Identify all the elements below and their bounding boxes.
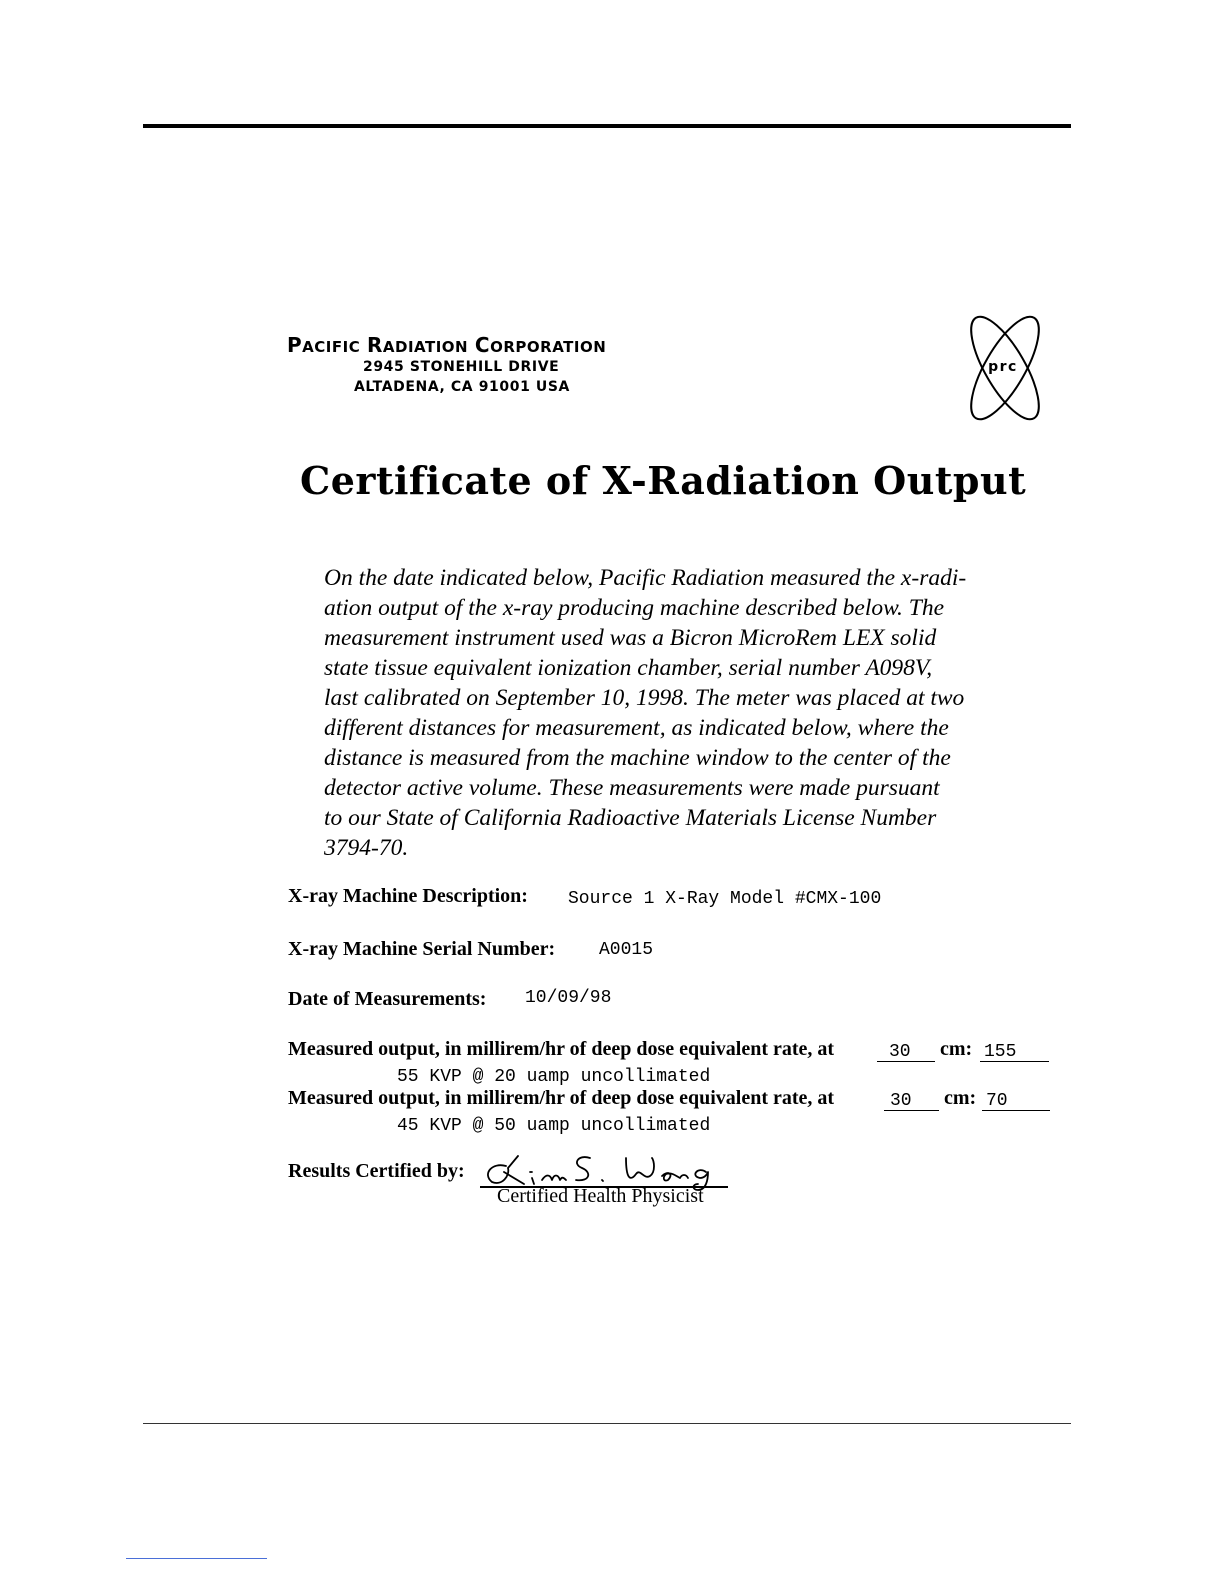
statement-line: detector active volume. These measurements were made pursuant — [324, 775, 940, 801]
certificate-title: Certificate of X-Radiation Output — [300, 458, 1027, 503]
measurement-2-label: Measured output, in millirem/hr of deep dose equivalent rate, at — [288, 1087, 835, 1109]
measurement-1-cm-label: cm: — [940, 1038, 973, 1060]
statement-line: state tissue equivalent ionization chamber, serial number A098V, — [324, 655, 933, 681]
company-name: PACIFIC RADIATION CORPORATION — [287, 333, 607, 357]
company-address-line1: 2945 STONEHILL DRIVE — [363, 359, 560, 375]
statement-line: ation output of the x-ray producing machine described below. The — [324, 595, 945, 621]
logo-text: prc — [988, 359, 1018, 375]
measurement-2-distance: 30 — [884, 1089, 939, 1111]
statement-line: measurement instrument used was a Bicron MicroRem LEX solid — [324, 625, 937, 651]
date-value: 10/09/98 — [525, 988, 612, 1008]
footer-mark — [126, 1558, 267, 1559]
prc-atom-logo — [940, 310, 1070, 430]
description-value: Source 1 X-Ray Model #CMX-100 — [568, 889, 882, 909]
description-label: X-ray Machine Description: — [288, 885, 528, 907]
measurement-2-value: 70 — [982, 1089, 1050, 1111]
company-address-line2: ALTADENA, CA 91001 USA — [354, 379, 570, 395]
measurement-1-distance: 30 — [877, 1040, 935, 1062]
statement-line: different distances for measurement, as indicated below, where the — [324, 715, 949, 741]
signer-title: Certified Health Physicist — [497, 1185, 704, 1207]
statement-line: distance is measured from the machine window to the center of the — [324, 745, 951, 771]
date-label: Date of Measurements: — [288, 988, 487, 1010]
measurement-1-value: 155 — [980, 1040, 1049, 1062]
measurement-2-cm-label: cm: — [944, 1087, 977, 1109]
measurement-2-conditions: 45 KVP @ 50 uamp uncollimated — [397, 1116, 711, 1136]
bottom-rule — [143, 1423, 1071, 1424]
statement-line: to our State of California Radioactive Materials License Number — [324, 805, 937, 831]
certified-by-label: Results Certified by: — [288, 1160, 465, 1182]
serial-label: X-ray Machine Serial Number: — [288, 938, 556, 960]
certificate-statement — [324, 563, 1014, 863]
statement-line: last calibrated on September 10, 1998. The meter was placed at two — [324, 685, 965, 711]
statement-line: On the date indicated below, Pacific Radiation measured the x-radi- — [324, 565, 967, 591]
top-rule — [143, 124, 1071, 128]
measurement-1-label: Measured output, in millirem/hr of deep dose equivalent rate, at — [288, 1038, 835, 1060]
serial-value: A0015 — [599, 940, 654, 960]
measurement-1-conditions: 55 KVP @ 20 uamp uncollimated — [397, 1067, 711, 1087]
statement-line: 3794-70. — [324, 835, 409, 861]
